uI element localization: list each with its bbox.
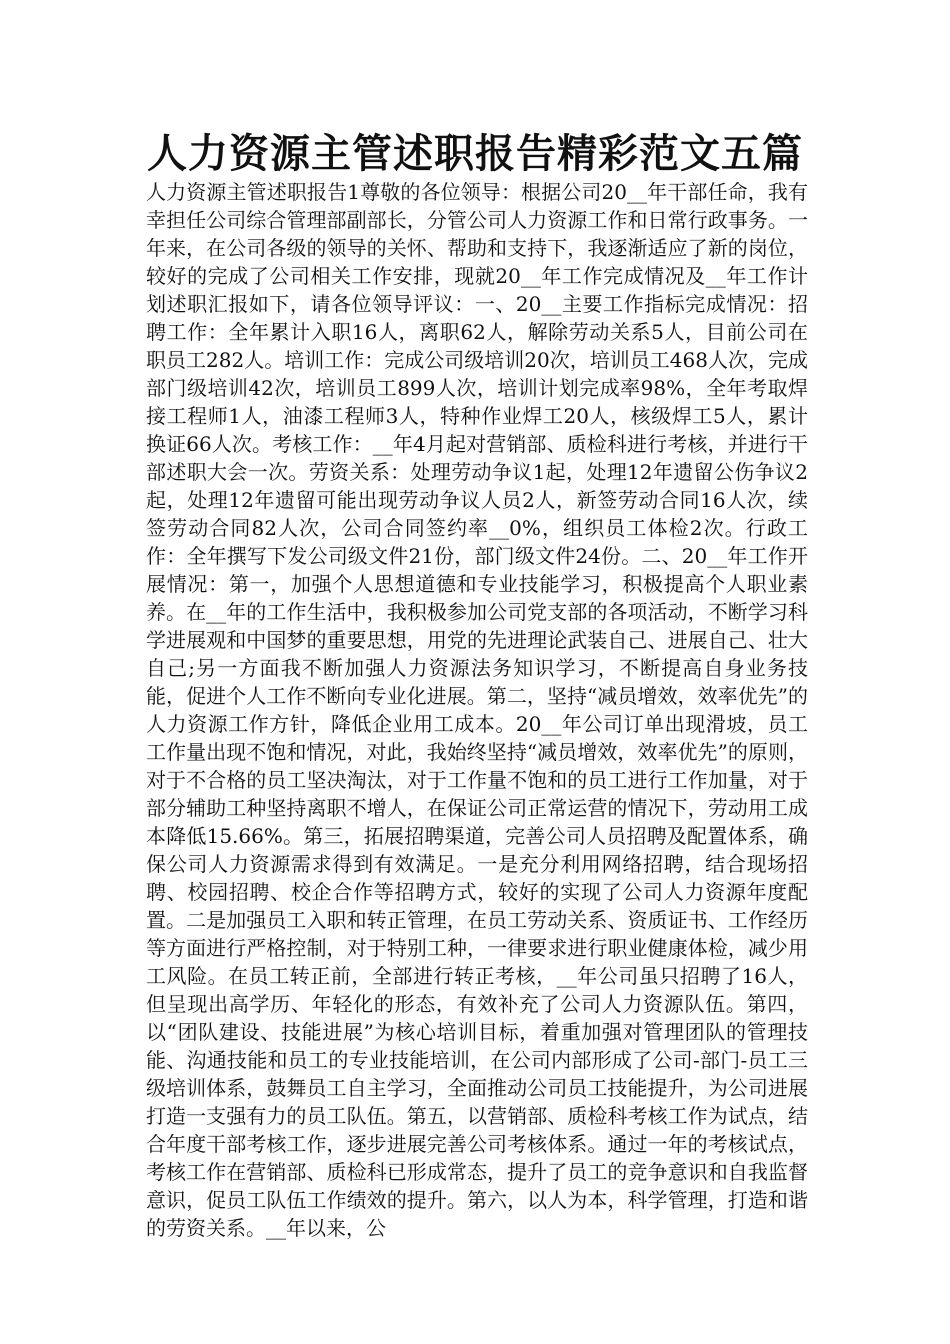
document-body-text: 人力资源主管述职报告1尊敬的各位领导：根据公司20__年干部任命，我有幸担任公司综合管理部副部长，分管公司人力资源工作和日常行政事务。一年来，在公司各级的领导的关怀、帮助和支持下，我逐渐适应了新的岗位，较好的完成了公司相关工作安排，现就20__年工作完成情况及__年工作计划述职汇报如下，请各位领导评议：一、20__主要工作指标完成情况：招聘工作：全年累计入职16人，离职62人，解除劳动关系5人，目前公司在职员工282人。培训工作：完成公司级培训20次，培训员工468人次，完成部门级培训42次，培训员工899人次，培训计划完成率98%，全年考取焊接工程师1人，油漆工程师3人，特种作业焊工20人，核级焊工5人，累计换证66人次。考核工作：__年4月起对营销部、质检科进行考核，并进行干部述职大会一次。劳资关系：处理劳动争议1起，处理12年遗留公伤争议2起，处理12年遗留可能出现劳动争议人员2人，新签劳动合同16人次，续签劳动合同82人次，公司合同签约率__0%，组织员工体检2次。行政工作：全年撰写下发公司级文件21份，部门级文件24份。二、20__年工作开展情况：第一，加强个人思想道德和专业技能学习，积极提高个人职业素养。在__年的工作生活中，我积极参加公司党支部的各项活动，不断学习科学进展观和中国梦的重要思想，用党的先进理论武装自己、进展自己、壮大自己;另一方面我不断加强人力资源法务知识学习，不断提高自身业务技能，促进个人工作不断向专业化进展。第二，坚持“减员增效，效率优先”的人力资源工作方针，降低企业用工成本。20__年公司订单出现滑坡，员工工作量出现不饱和情况，对此，我始终坚持“减员增效，效率优先”的原则，对于不合格的员工坚决淘汰，对于工作量不饱和的员工进行工作加量，对于部分辅助工种坚持离职不增人，在保证公司正常运营的情况下，劳动用工成本降低15.66%。第三，拓展招聘渠道，完善公司人员招聘及配置体系，确保公司人力资源需求得到有效满足。一是充分利用网络招聘，结合现场招聘、校园招聘、校企合作等招聘方式，较好的实现了公司人力资源年度配置。二是加强员工入职和转正管理，在员工劳动关系、资质证书、工作经历等方面进行严格控制，对于特别工种，一律要求进行职业健康体检，减少用工风险。在员工转正前，全部进行转正考核，__年公司虽只招聘了16人，但呈现出高学历、年轻化的形态，有效补充了公司人力资源队伍。第四，以“团队建设、技能进展”为核心培训目标，着重加强对管理团队的管理技能、沟通技能和员工的专业技能培训，在公司内部形成了公司-部门-员工三级培训体系，鼓舞员工自主学习，全面推动公司员工技能提升，为公司进展打造一支强有力的员工队伍。第五，以营销部、质检科考核工作为试点，结合年度干部考核工作，逐步进展完善公司考核体系。通过一年的考核试点，考核工作在营销部、质检科已形成常态，提升了员工的竞争意识和自我监督意识，促员工队伍工作绩效的提升。第六，以人为本，科学管理，打造和谐的劳资关系。__年以来，公: [146, 180, 808, 1240]
document-title: 人力资源主管述职报告精彩范文五篇: [147, 131, 803, 177]
